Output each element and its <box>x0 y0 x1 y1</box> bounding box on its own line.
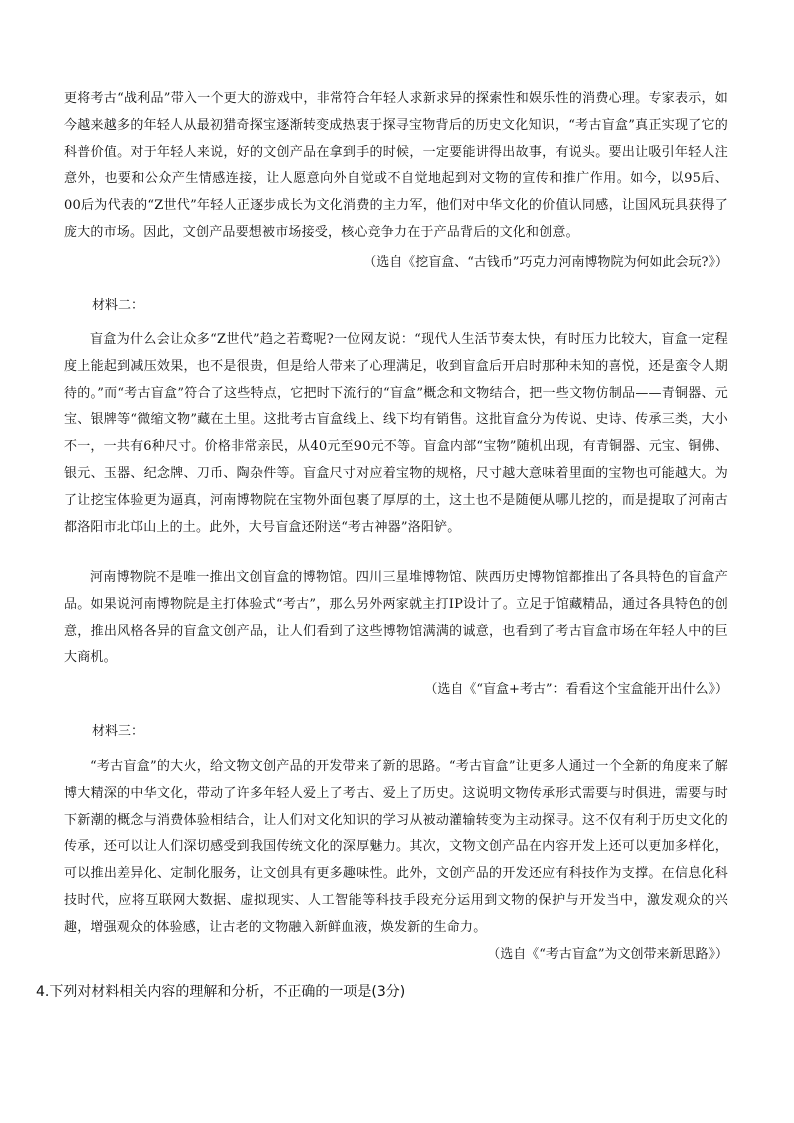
material-two-paragraph-2: 河南博物院不是唯一推出文创盲盒的博物馆。四川三星堆博物馆、陕西历史博物馆都推出了各具特色的盲盒产品。如果说河南博物院是主打体验式“考古”，那么另外两家就主打IP设计了。立足于馆藏精品，通过各具特色的创意，推出风格各异的盲盒文创产品，让人们看到了这些博物馆满满的诚意，也看到了考古盲盒市场在年轻人中的巨大商机。 <box>64 570 728 666</box>
material-two-source: （选自《“盲盒+考古”：看看这个宝盒能开出什么》） <box>424 682 728 697</box>
material-one-paragraph: 更将考古“战利品”带入一个更大的游戏中，非常符合年轻人求新求异的探索性和娱乐性的消费心理。专家表示，如今越来越多的年轻人从最初猎奇探宝逐渐转变成热衷于探寻宝物背后的历史文化知识，“考古盲盒”真正实现了它的科普价值。对于年轻人来说，好的文创产品在拿到手的时候，一定要能讲得出故事，有说头。要出让吸引年轻人注意外，也要和公众产生情感连接，让人愿意向外自觉或不自觉地起到对文物的宣传和推广作用。如今，以95后、00后为代表的“Z世代”年轻人正逐步成长为文化消费的主力军，他们对中华文化的价值认同感，让国风玩具获得了庞大的市场。因此，文创产品要想被市场接受，核心竞争力在于产品背后的文化和创意。 <box>64 91 728 240</box>
material-two-paragraph-1: 盲盒为什么会让众多“Z世代”趋之若鹜呢?一位网友说：“现代人生活节奏太快，有时压力比较大，盲盒一定程度上能起到减压效果，也不是很贵，但是给人带来了心理满足，收到盲盒后开启时那种未知的喜悦，还是蛮令人期待的。”而“考古盲盒”符合了这些特点，它把时下流行的“盲盒”概念和文物结合，把一些文物仿制品——青铜器、元宝、银牌等“微缩文物”藏在土里。这批考古盲盒线上、线下均有销售。这批盲盒分为传说、史诗、传承三类，大小不一，一共有6种尺寸。价格非常亲民，从40元至90元不等。盲盒内部“宝物”随机出现，有青铜器、元宝、铜佛、银元、玉器、纪念牌、刀币、陶杂件等。盲盒尺寸对应着宝物的规格，尺寸越大意味着里面的宝物也可能越大。为了让挖宝体验更为逼真，河南博物院在宝物外面包裹了厚厚的土，这土也不是随便从哪儿挖的，而是提取了河南古都洛阳市北邙山上的土。此外，大号盲盒还附送“考古神器”洛阳铲。 <box>64 332 728 535</box>
material-three-paragraph: “考古盲盒”的大火，给文物文创产品的开发带来了新的思路。“考古盲盒”让更多人通过一个全新的角度来了解博大精深的中华文化，带动了许多年轻人爱上了考古、爱上了历史。这说明文物传承形式需要与时俱进，需要与时下新潮的概念与消费体验相结合，让人们对文化知识的学习从被动灌输转变为主动探寻。这不仅有利于历史文化的传承，还可以让人们深切感受到我国传统文化的深厚魅力。其次，文物文创产品在内容开发上还可以更加多样化，可以推出差异化、定制化服务，让文创具有更多趣味性。此外，文创产品的开发还应有科技作为支撑。在信息化科技时代，应将互联网大数据、虚拟现实、人工智能等科技手段充分运用到文物的保护与开发当中，激发观众的兴趣，增强观众的体验感，让古老的文物融入新鲜血液，焕发新的生命力。 <box>64 759 728 935</box>
material-one-source: （选自《挖盲盒、“古钱币”巧克力河南博物院为何如此会玩?》） <box>363 255 728 270</box>
material-two-heading: 材料二： <box>92 298 145 313</box>
material-three-heading: 材料三： <box>92 724 145 739</box>
question-4: 4.下列对材料相关内容的理解和分析，不正确的一项是(3分) <box>36 984 406 1000</box>
material-three-source: （选自《“考古盲盒”为文创带来新思路》） <box>487 947 728 962</box>
